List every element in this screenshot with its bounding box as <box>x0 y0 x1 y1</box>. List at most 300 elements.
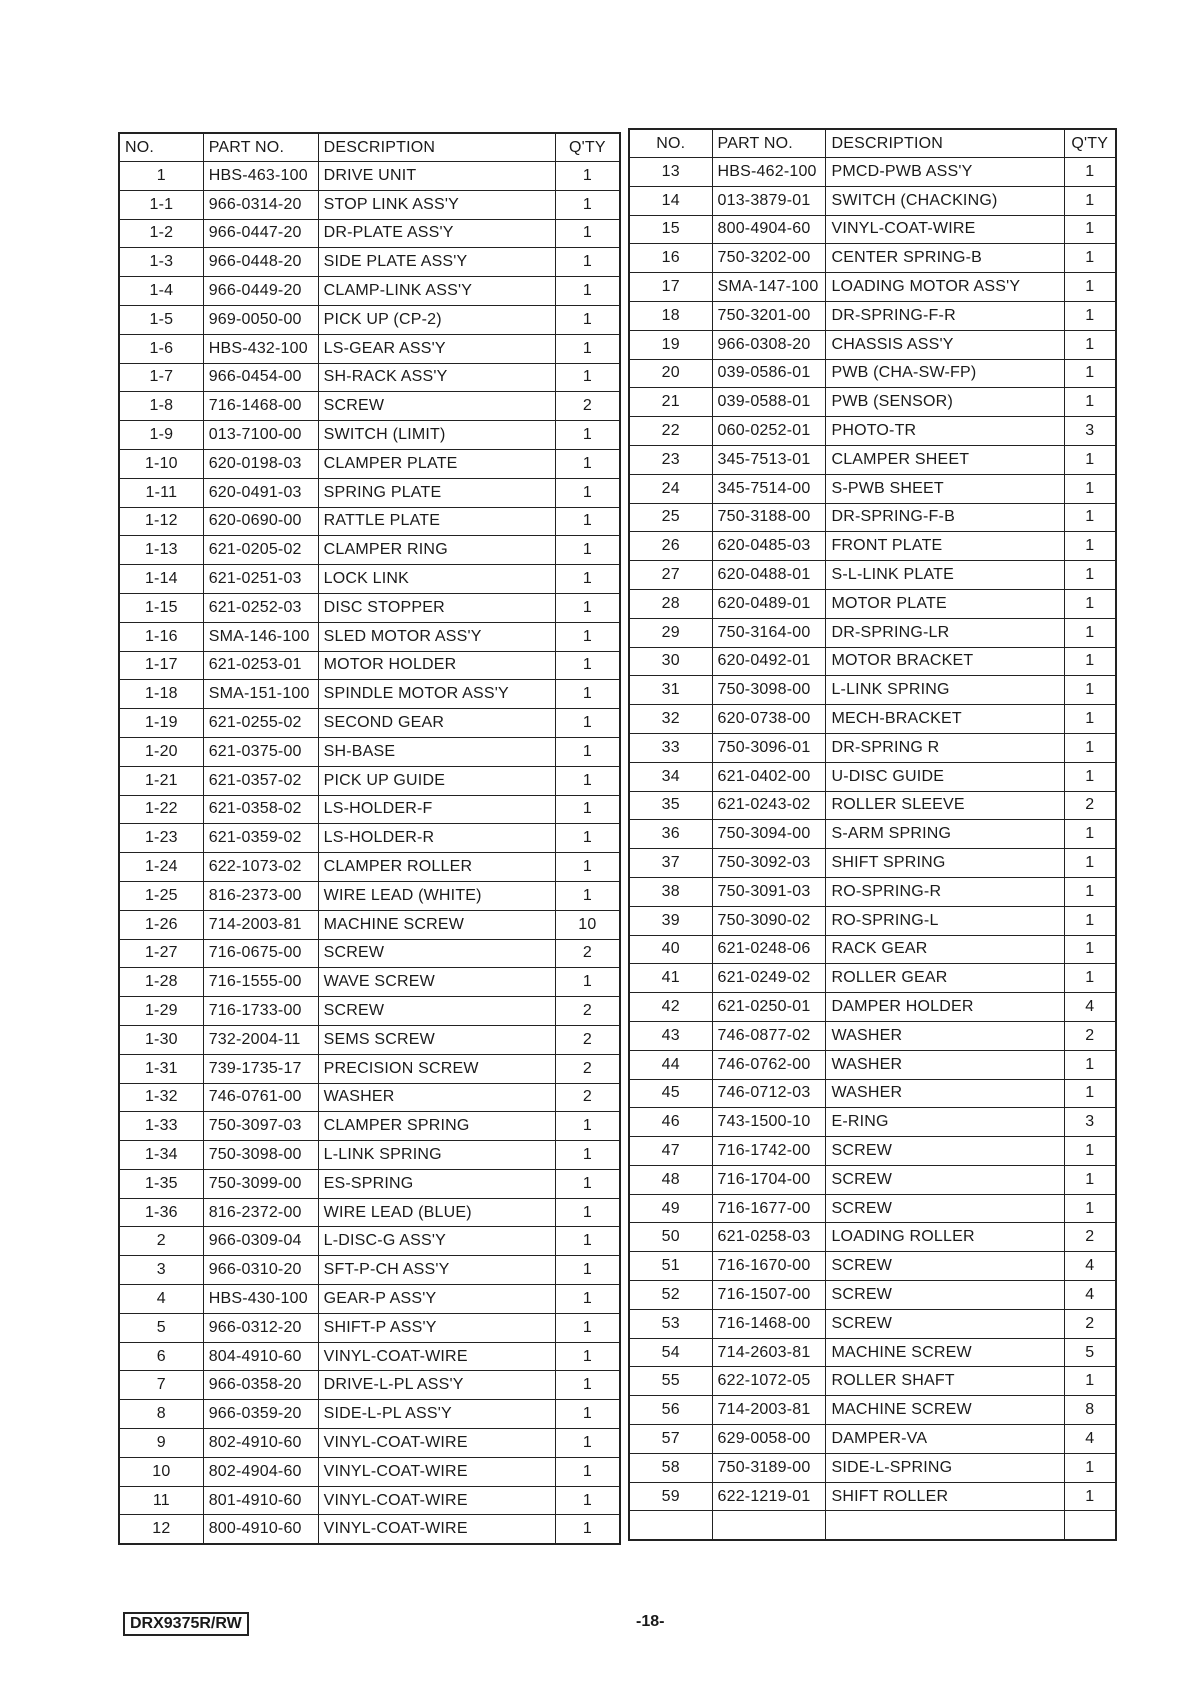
cell-part-no: 802-4910-60 <box>203 1429 318 1458</box>
table-row <box>119 478 620 507</box>
cell-description: DR-SPRING-F-B <box>826 503 1064 532</box>
cell-part-no: 013-7100-00 <box>203 421 318 450</box>
cell-qty: 1 <box>1064 849 1116 878</box>
table-row <box>119 449 620 478</box>
cell-part-no: 621-0252-03 <box>203 593 318 622</box>
table-row <box>119 881 620 910</box>
cell-part-no: 750-3092-03 <box>712 849 826 878</box>
cell-description: RATTLE PLATE <box>318 507 555 536</box>
cell-qty: 1 <box>555 536 620 565</box>
cell-description: CENTER SPRING-B <box>826 244 1064 273</box>
cell-description: DAMPER-VA <box>826 1425 1064 1454</box>
cell-part-no: 716-1670-00 <box>712 1252 826 1281</box>
cell-no: 12 <box>119 1515 203 1544</box>
cell-qty: 1 <box>1064 503 1116 532</box>
cell-no: 1 <box>119 162 203 191</box>
cell-no: 1-20 <box>119 737 203 766</box>
cell-no: 1-2 <box>119 219 203 248</box>
cell-no: 22 <box>629 417 712 446</box>
cell-description: LOADING ROLLER <box>826 1223 1064 1252</box>
table-row <box>629 359 1116 388</box>
cell-part-no: 620-0738-00 <box>712 705 826 734</box>
cell-no: 15 <box>629 215 712 244</box>
cell-no: 28 <box>629 589 712 618</box>
cell-description: MACHINE SCREW <box>318 910 555 939</box>
cell-no: 30 <box>629 647 712 676</box>
cell-no <box>629 1511 712 1540</box>
cell-qty: 1 <box>1064 676 1116 705</box>
table-row <box>629 705 1116 734</box>
table-row <box>629 1137 1116 1166</box>
cell-part-no: 750-3188-00 <box>712 503 826 532</box>
cell-qty: 1 <box>555 1313 620 1342</box>
cell-part-no: 750-3096-01 <box>712 733 826 762</box>
cell-part-no: 966-0314-20 <box>203 190 318 219</box>
cell-description: SLED MOTOR ASS'Y <box>318 622 555 651</box>
cell-qty: 1 <box>1064 589 1116 618</box>
cell-qty: 1 <box>1064 1050 1116 1079</box>
cell-part-no: 620-0492-01 <box>712 647 826 676</box>
cell-no: 1-27 <box>119 939 203 968</box>
table-row <box>119 709 620 738</box>
cell-description: LOADING MOTOR ASS'Y <box>826 273 1064 302</box>
table-row <box>629 388 1116 417</box>
cell-description: PRECISION SCREW <box>318 1054 555 1083</box>
cell-no: 50 <box>629 1223 712 1252</box>
cell-part-no: 621-0357-02 <box>203 766 318 795</box>
cell-no: 25 <box>629 503 712 532</box>
cell-part-no: 714-2003-81 <box>712 1396 826 1425</box>
cell-part-no: 966-0359-20 <box>203 1400 318 1429</box>
cell-description: SHIFT ROLLER <box>826 1482 1064 1511</box>
cell-qty: 1 <box>555 881 620 910</box>
cell-part-no: 621-0375-00 <box>203 737 318 766</box>
table-row <box>629 474 1116 503</box>
header-part-no: PART NO. <box>203 133 318 162</box>
table-row <box>629 1194 1116 1223</box>
cell-part-no: 801-4910-60 <box>203 1486 318 1515</box>
table-row <box>119 190 620 219</box>
table-row <box>629 532 1116 561</box>
table-row <box>119 219 620 248</box>
cell-part-no: 750-3098-00 <box>203 1141 318 1170</box>
cell-qty: 1 <box>555 507 620 536</box>
cell-description: L-LINK SPRING <box>826 676 1064 705</box>
cell-part-no: 966-0448-20 <box>203 248 318 277</box>
table-row <box>629 877 1116 906</box>
cell-description: MECH-BRACKET <box>826 705 1064 734</box>
cell-description: GEAR-P ASS'Y <box>318 1285 555 1314</box>
cell-description: SCREW <box>826 1165 1064 1194</box>
header-part-no: PART NO. <box>712 129 826 158</box>
cell-qty: 2 <box>555 1083 620 1112</box>
cell-no: 1-5 <box>119 305 203 334</box>
cell-qty: 1 <box>555 1227 620 1256</box>
cell-description: PMCD-PWB ASS'Y <box>826 158 1064 187</box>
cell-description: VINYL-COAT-WIRE <box>318 1457 555 1486</box>
cell-description: S-ARM SPRING <box>826 820 1064 849</box>
header-description: DESCRIPTION <box>318 133 555 162</box>
cell-part-no: 800-4910-60 <box>203 1515 318 1544</box>
cell-description: PICK UP (CP-2) <box>318 305 555 334</box>
cell-description: DAMPER HOLDER <box>826 993 1064 1022</box>
cell-description: WAVE SCREW <box>318 968 555 997</box>
cell-no: 1-9 <box>119 421 203 450</box>
cell-qty: 1 <box>1064 186 1116 215</box>
cell-qty: 1 <box>555 1486 620 1515</box>
table-row <box>119 1371 620 1400</box>
cell-no: 48 <box>629 1165 712 1194</box>
cell-no: 1-1 <box>119 190 203 219</box>
table-row <box>119 1342 620 1371</box>
cell-no: 6 <box>119 1342 203 1371</box>
cell-description: SCREW <box>826 1194 1064 1223</box>
table-row <box>629 445 1116 474</box>
table-row <box>119 853 620 882</box>
table-row <box>629 1338 1116 1367</box>
cell-no: 35 <box>629 791 712 820</box>
table-row <box>119 421 620 450</box>
cell-qty: 1 <box>1064 359 1116 388</box>
cell-description: PWB (SENSOR) <box>826 388 1064 417</box>
cell-qty: 8 <box>1064 1396 1116 1425</box>
cell-qty: 1 <box>1064 1165 1116 1194</box>
cell-qty: 1 <box>555 421 620 450</box>
table-row <box>629 1367 1116 1396</box>
cell-description: WASHER <box>826 1050 1064 1079</box>
table-row <box>119 277 620 306</box>
cell-description: E-RING <box>826 1108 1064 1137</box>
table-row <box>629 1223 1116 1252</box>
cell-qty: 1 <box>555 305 620 334</box>
cell-qty: 2 <box>555 1025 620 1054</box>
cell-qty: 1 <box>1064 158 1116 187</box>
cell-no: 55 <box>629 1367 712 1396</box>
cell-qty: 1 <box>555 1457 620 1486</box>
cell-part-no: 750-3189-00 <box>712 1453 826 1482</box>
cell-description: LOCK LINK <box>318 565 555 594</box>
cell-qty: 1 <box>1064 877 1116 906</box>
table-row <box>119 507 620 536</box>
cell-no: 1-6 <box>119 334 203 363</box>
table-row <box>119 1457 620 1486</box>
table-row <box>629 1050 1116 1079</box>
table-row <box>629 330 1116 359</box>
cell-part-no: 802-4904-60 <box>203 1457 318 1486</box>
cell-qty: 1 <box>1064 244 1116 273</box>
cell-no: 56 <box>629 1396 712 1425</box>
cell-part-no: 620-0690-00 <box>203 507 318 536</box>
cell-description: PHOTO-TR <box>826 417 1064 446</box>
header-no: NO. <box>629 129 712 158</box>
cell-description: DR-SPRING R <box>826 733 1064 762</box>
table-row <box>119 1285 620 1314</box>
cell-description: DR-PLATE ASS'Y <box>318 219 555 248</box>
header-qty: Q'TY <box>555 133 620 162</box>
cell-part-no: 621-0249-02 <box>712 964 826 993</box>
cell-qty: 1 <box>1064 445 1116 474</box>
cell-part-no: 750-3090-02 <box>712 906 826 935</box>
cell-description: SPRING PLATE <box>318 478 555 507</box>
cell-description: WASHER <box>826 1079 1064 1108</box>
cell-part-no: 816-2373-00 <box>203 881 318 910</box>
cell-qty: 1 <box>555 853 620 882</box>
cell-part-no: 732-2004-11 <box>203 1025 318 1054</box>
cell-no: 1-18 <box>119 680 203 709</box>
table-row <box>119 1227 620 1256</box>
cell-part-no: 621-0251-03 <box>203 565 318 594</box>
table-row <box>629 589 1116 618</box>
cell-no: 23 <box>629 445 712 474</box>
cell-no: 36 <box>629 820 712 849</box>
cell-part-no: 621-0253-01 <box>203 651 318 680</box>
cell-description: SIDE-L-PL ASS'Y <box>318 1400 555 1429</box>
cell-qty: 2 <box>1064 791 1116 820</box>
cell-qty: 1 <box>555 334 620 363</box>
table-row <box>119 363 620 392</box>
cell-description: PWB (CHA-SW-FP) <box>826 359 1064 388</box>
cell-part-no: 621-0205-02 <box>203 536 318 565</box>
cell-qty: 2 <box>555 1054 620 1083</box>
cell-part-no: 746-0712-03 <box>712 1079 826 1108</box>
cell-part-no: 716-1555-00 <box>203 968 318 997</box>
cell-qty: 1 <box>555 709 620 738</box>
cell-description: SH-RACK ASS'Y <box>318 363 555 392</box>
cell-part-no: 750-3098-00 <box>712 676 826 705</box>
cell-part-no: HBS-463-100 <box>203 162 318 191</box>
cell-description: RO-SPRING-L <box>826 906 1064 935</box>
cell-qty: 1 <box>555 622 620 651</box>
cell-description: SCREW <box>318 939 555 968</box>
table-row <box>629 561 1116 590</box>
cell-part-no: 621-0402-00 <box>712 762 826 791</box>
table-row <box>119 910 620 939</box>
cell-no: 1-7 <box>119 363 203 392</box>
cell-part-no: 750-3094-00 <box>712 820 826 849</box>
cell-description: PICK UP GUIDE <box>318 766 555 795</box>
cell-no: 7 <box>119 1371 203 1400</box>
cell-qty: 1 <box>1064 1367 1116 1396</box>
header-no: NO. <box>119 133 203 162</box>
cell-part-no: 620-0485-03 <box>712 532 826 561</box>
table-row <box>119 593 620 622</box>
cell-qty: 1 <box>555 248 620 277</box>
cell-qty: 1 <box>1064 935 1116 964</box>
table-row <box>119 997 620 1026</box>
cell-description: S-L-LINK PLATE <box>826 561 1064 590</box>
cell-description: SECOND GEAR <box>318 709 555 738</box>
cell-qty: 1 <box>555 1112 620 1141</box>
cell-description: ES-SPRING <box>318 1169 555 1198</box>
cell-part-no: SMA-147-100 <box>712 273 826 302</box>
cell-no: 1-11 <box>119 478 203 507</box>
cell-description: DR-SPRING-F-R <box>826 301 1064 330</box>
cell-qty: 2 <box>1064 1309 1116 1338</box>
table-row <box>629 935 1116 964</box>
cell-no: 1-17 <box>119 651 203 680</box>
cell-no: 18 <box>629 301 712 330</box>
cell-description: SIDE-L-SPRING <box>826 1453 1064 1482</box>
cell-description: WASHER <box>318 1083 555 1112</box>
cell-qty: 1 <box>1064 1079 1116 1108</box>
cell-qty: 1 <box>1064 1137 1116 1166</box>
cell-description: SCREW <box>318 392 555 421</box>
cell-qty: 1 <box>1064 388 1116 417</box>
table-row <box>119 1256 620 1285</box>
table-row <box>629 215 1116 244</box>
cell-part-no: 969-0050-00 <box>203 305 318 334</box>
cell-no: 1-15 <box>119 593 203 622</box>
cell-part-no: 013-3879-01 <box>712 186 826 215</box>
cell-qty: 1 <box>1064 733 1116 762</box>
table-header-row <box>629 129 1116 158</box>
table-row <box>119 305 620 334</box>
cell-qty: 1 <box>1064 273 1116 302</box>
parts-table-left <box>118 132 621 1545</box>
cell-part-no: 800-4904-60 <box>712 215 826 244</box>
cell-no: 27 <box>629 561 712 590</box>
table-row <box>119 248 620 277</box>
cell-description <box>826 1511 1064 1540</box>
cell-description: SWITCH (CHACKING) <box>826 186 1064 215</box>
cell-description: ROLLER SLEEVE <box>826 791 1064 820</box>
cell-no: 44 <box>629 1050 712 1079</box>
cell-qty: 3 <box>1064 1108 1116 1137</box>
cell-no: 57 <box>629 1425 712 1454</box>
table-header-row <box>119 133 620 162</box>
cell-description: MACHINE SCREW <box>826 1338 1064 1367</box>
cell-no: 1-34 <box>119 1141 203 1170</box>
table-row <box>629 647 1116 676</box>
cell-description: SCREW <box>826 1137 1064 1166</box>
cell-description: SCREW <box>318 997 555 1026</box>
table-row <box>629 1108 1116 1137</box>
table-row <box>629 158 1116 187</box>
table-row <box>629 417 1116 446</box>
cell-qty: 1 <box>1064 618 1116 647</box>
cell-part-no: 039-0588-01 <box>712 388 826 417</box>
table-row <box>629 964 1116 993</box>
table-row <box>629 1511 1116 1540</box>
cell-no: 49 <box>629 1194 712 1223</box>
cell-qty: 1 <box>555 593 620 622</box>
cell-qty: 1 <box>1064 1453 1116 1482</box>
cell-qty: 2 <box>1064 1021 1116 1050</box>
cell-description: RO-SPRING-R <box>826 877 1064 906</box>
table-row <box>629 733 1116 762</box>
cell-part-no: 966-0308-20 <box>712 330 826 359</box>
cell-no: 1-3 <box>119 248 203 277</box>
cell-description: STOP LINK ASS'Y <box>318 190 555 219</box>
cell-no: 1-4 <box>119 277 203 306</box>
cell-part-no: HBS-432-100 <box>203 334 318 363</box>
cell-part-no: 620-0488-01 <box>712 561 826 590</box>
cell-description: WIRE LEAD (BLUE) <box>318 1198 555 1227</box>
cell-qty: 1 <box>555 1342 620 1371</box>
table-body-right <box>629 158 1116 1541</box>
table-row <box>119 1054 620 1083</box>
table-row <box>629 906 1116 935</box>
cell-part-no: HBS-462-100 <box>712 158 826 187</box>
cell-part-no: 750-3097-03 <box>203 1112 318 1141</box>
cell-part-no: 621-0250-01 <box>712 993 826 1022</box>
cell-description: FRONT PLATE <box>826 532 1064 561</box>
cell-description: SEMS SCREW <box>318 1025 555 1054</box>
cell-part-no: 714-2003-81 <box>203 910 318 939</box>
table-row <box>629 820 1116 849</box>
cell-no: 31 <box>629 676 712 705</box>
cell-no: 20 <box>629 359 712 388</box>
cell-qty: 4 <box>1064 993 1116 1022</box>
cell-qty: 1 <box>1064 330 1116 359</box>
cell-no: 53 <box>629 1309 712 1338</box>
cell-part-no: HBS-430-100 <box>203 1285 318 1314</box>
cell-qty: 1 <box>1064 301 1116 330</box>
cell-part-no: 060-0252-01 <box>712 417 826 446</box>
cell-qty: 1 <box>555 651 620 680</box>
table-row <box>629 1079 1116 1108</box>
cell-no: 10 <box>119 1457 203 1486</box>
cell-qty: 4 <box>1064 1252 1116 1281</box>
cell-description: VINYL-COAT-WIRE <box>318 1429 555 1458</box>
cell-no: 1-13 <box>119 536 203 565</box>
cell-part-no: 622-1073-02 <box>203 853 318 882</box>
cell-qty: 1 <box>1064 762 1116 791</box>
cell-description: CLAMP-LINK ASS'Y <box>318 277 555 306</box>
cell-description: LS-HOLDER-F <box>318 795 555 824</box>
cell-part-no: 345-7514-00 <box>712 474 826 503</box>
table-row <box>629 993 1116 1022</box>
cell-no: 1-23 <box>119 824 203 853</box>
cell-no: 58 <box>629 1453 712 1482</box>
table-row <box>119 1486 620 1515</box>
cell-no: 13 <box>629 158 712 187</box>
cell-description: U-DISC GUIDE <box>826 762 1064 791</box>
cell-part-no: 966-0358-20 <box>203 1371 318 1400</box>
cell-description: VINYL-COAT-WIRE <box>826 215 1064 244</box>
cell-description: SCREW <box>826 1252 1064 1281</box>
cell-part-no: 620-0491-03 <box>203 478 318 507</box>
table-row <box>629 1453 1116 1482</box>
cell-qty: 1 <box>555 737 620 766</box>
cell-qty: 1 <box>1064 561 1116 590</box>
cell-no: 2 <box>119 1227 203 1256</box>
cell-no: 1-25 <box>119 881 203 910</box>
table-row <box>119 162 620 191</box>
cell-qty: 1 <box>1064 215 1116 244</box>
cell-description: VINYL-COAT-WIRE <box>318 1342 555 1371</box>
cell-no: 24 <box>629 474 712 503</box>
page-number: -18- <box>636 1613 665 1630</box>
cell-no: 42 <box>629 993 712 1022</box>
cell-qty: 1 <box>1064 474 1116 503</box>
table-row <box>629 1252 1116 1281</box>
cell-qty: 1 <box>1064 820 1116 849</box>
cell-description: DRIVE-L-PL ASS'Y <box>318 1371 555 1400</box>
cell-part-no: 804-4910-60 <box>203 1342 318 1371</box>
cell-description: SFT-P-CH ASS'Y <box>318 1256 555 1285</box>
cell-part-no: 716-1677-00 <box>712 1194 826 1223</box>
cell-description: RACK GEAR <box>826 935 1064 964</box>
cell-part-no: 714-2603-81 <box>712 1338 826 1367</box>
cell-description: LS-HOLDER-R <box>318 824 555 853</box>
cell-no: 1-26 <box>119 910 203 939</box>
table-row <box>119 536 620 565</box>
table-row <box>629 1281 1116 1310</box>
cell-description: MOTOR PLATE <box>826 589 1064 618</box>
cell-no: 34 <box>629 762 712 791</box>
cell-part-no: SMA-151-100 <box>203 680 318 709</box>
